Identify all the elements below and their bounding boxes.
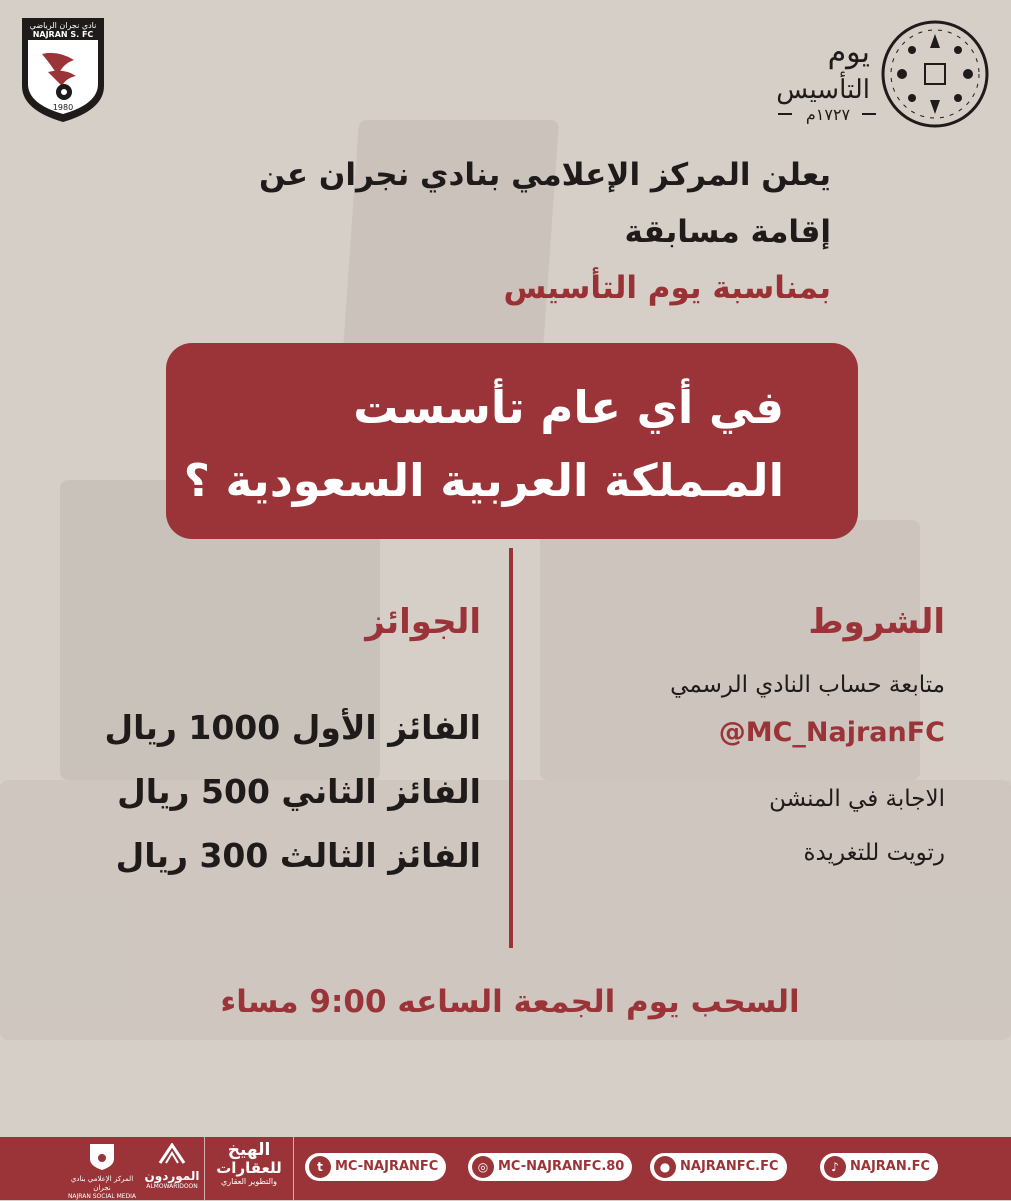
question-line-2: المـملكة العربية السعودية ؟ <box>183 454 784 507</box>
instagram-icon: ◎ <box>472 1156 494 1178</box>
media-center-icon <box>87 1141 117 1171</box>
twitter-icon: t <box>309 1156 331 1178</box>
snapchat-icon: ● <box>654 1156 676 1178</box>
prize-third: الفائز الثالث 300 ريال <box>115 836 481 875</box>
column-divider <box>509 548 513 948</box>
svg-text:يوم: يوم <box>827 35 870 70</box>
svg-text:1980: 1980 <box>52 103 74 112</box>
sponsor-almowaridoon: الموردون ALMOWARIDOON <box>144 1137 200 1200</box>
question-line-1: في أي عام تأسست <box>353 381 784 434</box>
twitter-handle-link[interactable]: @MC_NajranFC <box>718 717 945 748</box>
svg-text:التأسيس: التأسيس <box>776 75 870 105</box>
tiktok-icon: ♪ <box>824 1156 846 1178</box>
draw-info: السحب يوم الجمعة الساعه 9:00 مساء <box>220 984 800 1020</box>
prizes-title: الجوائز <box>365 602 481 642</box>
tiktok-link[interactable]: ♪ NAJRAN.FC <box>820 1153 938 1181</box>
instagram-link[interactable]: ◎ MC-NAJRANFC.80 <box>468 1153 632 1181</box>
founding-day-logo <box>770 14 995 134</box>
almowaridoon-icon <box>158 1143 186 1165</box>
prize-second: الفائز الثاني 500 ريال <box>117 772 481 811</box>
najran-club-logo <box>18 14 108 124</box>
question-box <box>166 343 858 539</box>
condition-retweet: رتويت للتغريدة <box>803 840 945 866</box>
condition-mention: الاجابة في المنشن <box>769 786 945 812</box>
footer-bar <box>0 1137 1011 1200</box>
media-center-logo <box>62 1137 142 1200</box>
conditions-title: الشروط <box>808 602 945 642</box>
media-center-ar: المركز الإعلامي بنادي نجران <box>70 1175 134 1192</box>
snapchat-link[interactable]: ● NAJRANFC.FC <box>650 1153 787 1181</box>
announcement-line-1: يعلن المركز الإعلامي بنادي نجران عن <box>259 157 831 193</box>
twitter-link[interactable]: t MC-NAJRANFC <box>305 1153 446 1181</box>
svg-text:NAJRAN S. FC: NAJRAN S. FC <box>32 30 94 39</box>
svg-text:نادي نجران الرياضي: نادي نجران الرياضي <box>29 21 97 30</box>
svg-text:١٧٢٧م: ١٧٢٧م <box>805 105 851 124</box>
sponsor-alhaikh: الهيخ للعقارات والتطوير العقاري <box>204 1137 294 1200</box>
prize-first: الفائز الأول 1000 ريال <box>104 708 481 747</box>
announcement-line-2: إقامة مسابقة <box>624 214 831 250</box>
announcement-occasion: بمناسبة يوم التأسيس <box>503 270 831 306</box>
media-center-en: NAJRAN SOCIAL MEDIA <box>67 1193 137 1200</box>
condition-follow: متابعة حساب النادي الرسمي <box>670 672 945 698</box>
